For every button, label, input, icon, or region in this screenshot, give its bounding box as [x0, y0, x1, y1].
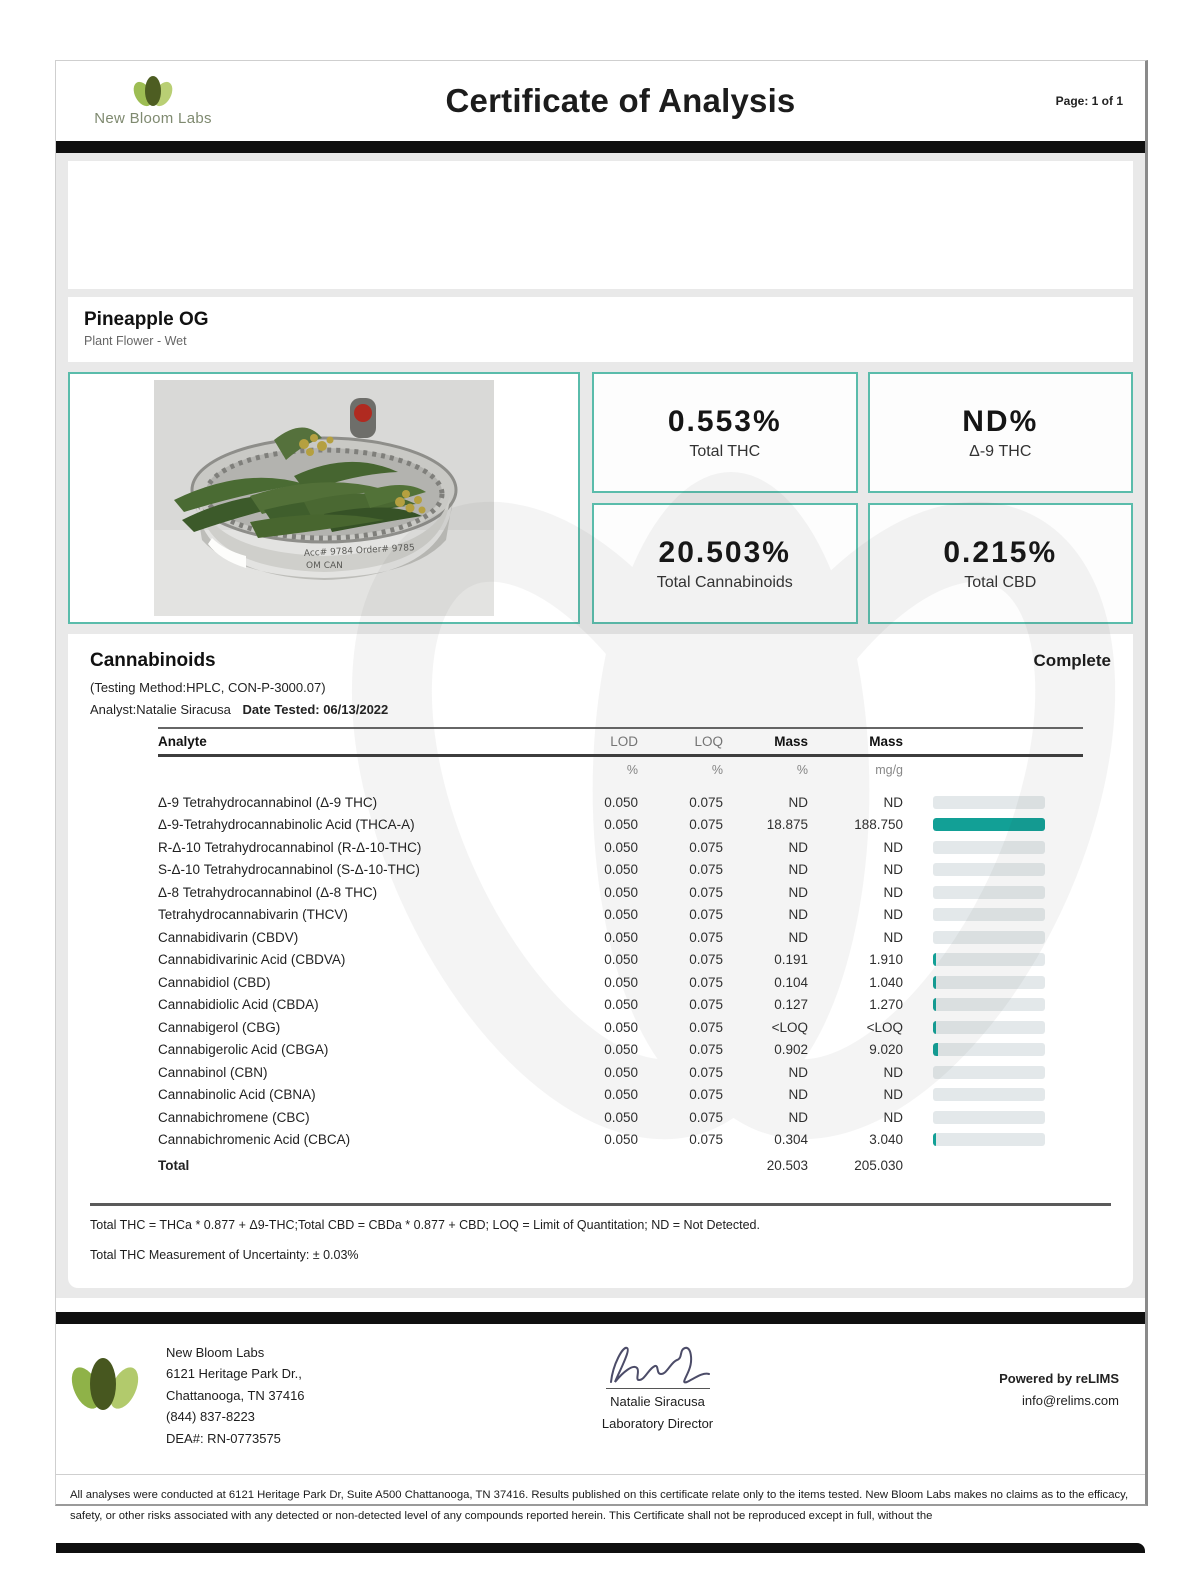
contact-email: info@relims.com [1022, 1393, 1119, 1409]
mass-percent-value: ND [788, 907, 808, 923]
mass-bar-track [933, 1133, 1045, 1146]
mass-bar-track [933, 841, 1045, 854]
total-mass-mg: 205.030 [854, 1157, 903, 1173]
loq-value: 0.075 [689, 817, 723, 833]
loq-value: 0.075 [689, 839, 723, 855]
mass-bar-fill [933, 998, 936, 1011]
mass-mg-value: ND [883, 929, 903, 945]
lab-name-text: New Bloom Labs [94, 109, 212, 127]
mass-percent-value: ND [788, 1064, 808, 1080]
col-mass-pct: Mass [774, 734, 808, 749]
footer [56, 1324, 1145, 1474]
stat-total-cbd [868, 503, 1134, 624]
lod-value: 0.050 [604, 907, 638, 923]
table-row [158, 814, 1083, 837]
footer-divider-bar [56, 1312, 1145, 1324]
mass-bar-fill [933, 818, 1045, 831]
notes-divider [90, 1203, 1111, 1206]
stat-delta9-thc [868, 372, 1134, 493]
mass-bar-track [933, 1088, 1045, 1101]
analyte-name: Cannabigerolic Acid (CBGA) [158, 1042, 329, 1058]
signature-block [406, 1338, 909, 1431]
lod-value: 0.050 [604, 929, 638, 945]
mass-percent-value: ND [788, 1109, 808, 1125]
signature-line [606, 1388, 710, 1389]
stat-total-cannabinoids [592, 503, 858, 624]
loq-value: 0.075 [689, 862, 723, 878]
sample-photo [154, 380, 494, 616]
mass-bar-track [933, 976, 1045, 989]
footer-bloom-logo-icon [70, 1356, 140, 1420]
table-row [158, 836, 1083, 859]
mass-mg-value: 9.020 [869, 1042, 903, 1058]
mass-mg-value: ND [883, 884, 903, 900]
section-status: Complete [1033, 651, 1111, 670]
analyte-name: Cannabidivarin (CBDV) [158, 929, 299, 945]
lod-value: 0.050 [604, 1042, 638, 1058]
header-divider-bar [56, 141, 1145, 153]
analyte-name: Δ-8 Tetrahydrocannabinol (Δ-8 THC) [158, 884, 378, 900]
mass-bar-track [933, 1043, 1045, 1056]
mass-percent-value: 0.104 [774, 974, 808, 990]
sample-info-box [68, 297, 1133, 362]
mass-percent-value: ND [788, 794, 808, 810]
table-total-row [158, 1153, 1083, 1177]
uncertainty-note: Total THC Measurement of Uncertainty: ± 0.03% [90, 1248, 359, 1262]
document-sheet [55, 60, 1148, 1522]
analyte-name: Δ-9-Tetrahydrocannabinolic Acid (THCA-A) [158, 817, 415, 833]
testing-method: (Testing Method:HPLC, CON-P-3000.07) [90, 680, 326, 695]
mass-bar-fill [933, 1021, 936, 1034]
mass-bar-track [933, 931, 1045, 944]
table-row [158, 1016, 1083, 1039]
loq-value: 0.075 [689, 997, 723, 1013]
loq-value: 0.075 [689, 884, 723, 900]
mass-percent-value: ND [788, 1087, 808, 1103]
loq-value: 0.075 [689, 974, 723, 990]
mass-mg-value: 3.040 [869, 1132, 903, 1148]
analyte-name: Δ-9 Tetrahydrocannabinol (Δ-9 THC) [158, 794, 378, 810]
photo-and-stats-section [68, 372, 1133, 624]
mass-bar-fill [933, 1133, 936, 1146]
mass-bar-track [933, 818, 1045, 831]
loq-value: 0.075 [689, 952, 723, 968]
date-tested: Date Tested: 06/13/2022 [242, 702, 389, 717]
lod-value: 0.050 [604, 974, 638, 990]
lab-brand [78, 76, 228, 127]
lod-value: 0.050 [604, 952, 638, 968]
table-row [158, 904, 1083, 927]
analyte-name: Cannabichromenic Acid (CBCA) [158, 1132, 351, 1148]
stat-delta9-thc-label: Δ-9 THC [969, 442, 1032, 460]
table-units-row: % % % mg/g [626, 763, 903, 777]
col-lod: LOD [610, 734, 638, 749]
analyte-name: S-Δ-10 Tetrahydrocannabinol (S-Δ-10-THC) [158, 862, 420, 878]
mass-mg-value: ND [883, 839, 903, 855]
stat-total-thc [592, 372, 858, 493]
mass-mg-value: ND [883, 794, 903, 810]
table-row [158, 994, 1083, 1017]
header [56, 61, 1145, 141]
calculation-note: Total THC = THCa * 0.877 + Δ9-THC;Total CBD = CBDa * 0.877 + CBD; LOQ = Limit of Quantitation; ND = Not Detected. [90, 1218, 760, 1232]
bottom-edge-bar [56, 1543, 1145, 1553]
lod-value: 0.050 [604, 997, 638, 1013]
mass-bar-track [933, 886, 1045, 899]
mass-bar-fill [933, 1043, 938, 1056]
mass-bar-track [933, 953, 1045, 966]
loq-value: 0.075 [689, 929, 723, 945]
stat-total-thc-value: 0.553% [667, 404, 782, 438]
stat-total-cbd-label: Total CBD [964, 573, 1037, 591]
mass-percent-value: 18.875 [766, 817, 808, 833]
mass-bar-fill [933, 976, 936, 989]
analyst-name: Analyst:Natalie Siracusa [90, 702, 231, 717]
analyte-name: Tetrahydrocannabivarin (THCV) [158, 907, 348, 923]
col-loq: LOQ [694, 734, 723, 749]
mass-mg-value: ND [883, 1087, 903, 1103]
total-mass-pct: 20.503 [766, 1157, 808, 1173]
table-row [158, 859, 1083, 882]
mass-percent-value: 0.191 [774, 952, 808, 968]
mass-mg-value: ND [883, 907, 903, 923]
cannabinoid-table [158, 727, 1083, 1177]
mass-bar-fill [933, 953, 936, 966]
lod-value: 0.050 [604, 794, 638, 810]
svg-text:Acc# 9784 Order# 9785: Acc# 9784 Order# 9785 [303, 543, 415, 559]
footer-address-line1: 6121 Heritage Park Dr., [166, 1366, 302, 1382]
loq-value: 0.075 [689, 1064, 723, 1080]
footer-dea-number: DEA#: RN-0773575 [166, 1430, 281, 1446]
summary-stats-grid [592, 372, 1133, 624]
lod-value: 0.050 [604, 1109, 638, 1125]
analyte-name: Cannabichromene (CBC) [158, 1109, 310, 1125]
loq-value: 0.075 [689, 794, 723, 810]
mass-bar-track [933, 1021, 1045, 1034]
loq-value: 0.075 [689, 1042, 723, 1058]
mass-bar-track [933, 1111, 1045, 1124]
cannabinoids-section [68, 634, 1133, 1288]
document-title: Certificate of Analysis [445, 82, 796, 119]
table-header-row [158, 727, 1083, 757]
loq-value: 0.075 [689, 907, 723, 923]
table-row [158, 971, 1083, 994]
lod-value: 0.050 [604, 817, 638, 833]
sample-type: Plant Flower - Wet [84, 334, 187, 348]
mass-percent-value: 0.304 [774, 1132, 808, 1148]
signer-title: Laboratory Director [601, 1416, 714, 1431]
mass-bar-track [933, 998, 1045, 1011]
section-title: Cannabinoids [90, 650, 216, 671]
col-analyte: Analyte [158, 734, 207, 749]
analyst-line [90, 702, 1111, 717]
table-row [158, 926, 1083, 949]
stat-delta9-thc-value: ND% [962, 404, 1039, 438]
mass-percent-value: ND [788, 839, 808, 855]
loq-value: 0.075 [689, 1132, 723, 1148]
analyte-name: Cannabidivarinic Acid (CBDVA) [158, 952, 346, 968]
analyte-name: Cannabinol (CBN) [158, 1064, 268, 1080]
mass-bar-track [933, 908, 1045, 921]
lod-value: 0.050 [604, 1064, 638, 1080]
lod-value: 0.050 [604, 1087, 638, 1103]
page-number-label: Page: 1 of 1 [1055, 94, 1123, 108]
analyte-name: Cannabidiolic Acid (CBDA) [158, 997, 319, 1013]
stat-total-cbd-value: 0.215% [943, 535, 1058, 569]
mass-percent-value: ND [788, 884, 808, 900]
lod-value: 0.050 [604, 884, 638, 900]
disclaimer-section [56, 1474, 1145, 1539]
analyte-name: Cannabigerol (CBG) [158, 1019, 281, 1035]
footer-lab-name: New Bloom Labs [166, 1345, 265, 1360]
table-row [158, 1129, 1083, 1152]
mass-mg-value: 188.750 [854, 817, 903, 833]
col-mass-mg: Mass [869, 734, 903, 749]
mass-percent-value: ND [788, 862, 808, 878]
signer-name: Natalie Siracusa [610, 1394, 705, 1409]
stat-total-cannabinoids-label: Total Cannabinoids [656, 573, 793, 591]
signature-icon [593, 1338, 723, 1394]
lod-value: 0.050 [604, 1132, 638, 1148]
mass-mg-value: 1.910 [869, 952, 903, 968]
new-bloom-labs-logo-icon [131, 76, 175, 108]
total-label: Total [158, 1157, 190, 1173]
analyte-name: R-Δ-10 Tetrahydrocannabinol (R-Δ-10-THC) [158, 839, 422, 855]
table-row [158, 1084, 1083, 1107]
mass-bar-track [933, 1066, 1045, 1079]
table-row [158, 949, 1083, 972]
stat-total-thc-label: Total THC [689, 442, 761, 460]
sample-photo-frame [68, 372, 580, 624]
loq-value: 0.075 [689, 1019, 723, 1035]
lod-value: 0.050 [604, 839, 638, 855]
table-row [158, 1039, 1083, 1062]
footer-address-line2: Chattanooga, TN 37416 [166, 1387, 305, 1403]
document-body [56, 153, 1145, 1298]
stat-total-cannabinoids-value: 20.503% [658, 535, 791, 569]
lab-address-block [166, 1342, 406, 1449]
cannabinoid-rows [158, 791, 1083, 1151]
sample-name: Pineapple OG [84, 309, 209, 330]
mass-mg-value: ND [883, 862, 903, 878]
mass-percent-value: ND [788, 929, 808, 945]
mass-bar-track [933, 863, 1045, 876]
mass-bar-track [933, 796, 1045, 809]
loq-value: 0.075 [689, 1087, 723, 1103]
lod-value: 0.050 [604, 862, 638, 878]
svg-text:OM CAN: OM CAN [306, 561, 343, 571]
mass-percent-value: 0.127 [774, 997, 808, 1013]
table-row [158, 791, 1083, 814]
lod-value: 0.050 [604, 1019, 638, 1035]
table-row [158, 1061, 1083, 1084]
mass-mg-value: 1.270 [869, 997, 903, 1013]
analyte-name: Cannabinolic Acid (CBNA) [158, 1087, 316, 1103]
analyte-name: Cannabidiol (CBD) [158, 974, 271, 990]
mass-percent-value: <LOQ [771, 1019, 808, 1035]
table-row [158, 1106, 1083, 1129]
mass-mg-value: ND [883, 1064, 903, 1080]
mass-percent-value: 0.902 [774, 1042, 808, 1058]
table-row [158, 881, 1083, 904]
powered-by-label: Powered by reLIMS [999, 1371, 1119, 1386]
disclaimer-text: All analyses were conducted at 6121 Heritage Park Dr, Suite A500 Chattanooga, TN 37416. Results published on this certificate relate only to the items tested. New Bloom Labs makes no claims as to the efficacy, safety, or other risks associated with any detected or non-detected level of any compounds reported herein. This Certificate shall not be reproduced except in full, without the [70, 1489, 1129, 1522]
mass-mg-value: <LOQ [866, 1019, 903, 1035]
loq-value: 0.075 [689, 1109, 723, 1125]
lims-block [909, 1368, 1119, 1412]
footer-phone: (844) 837-8223 [166, 1409, 255, 1425]
mass-mg-value: 1.040 [869, 974, 903, 990]
mass-mg-value: ND [883, 1109, 903, 1125]
redacted-info-box [68, 161, 1133, 289]
